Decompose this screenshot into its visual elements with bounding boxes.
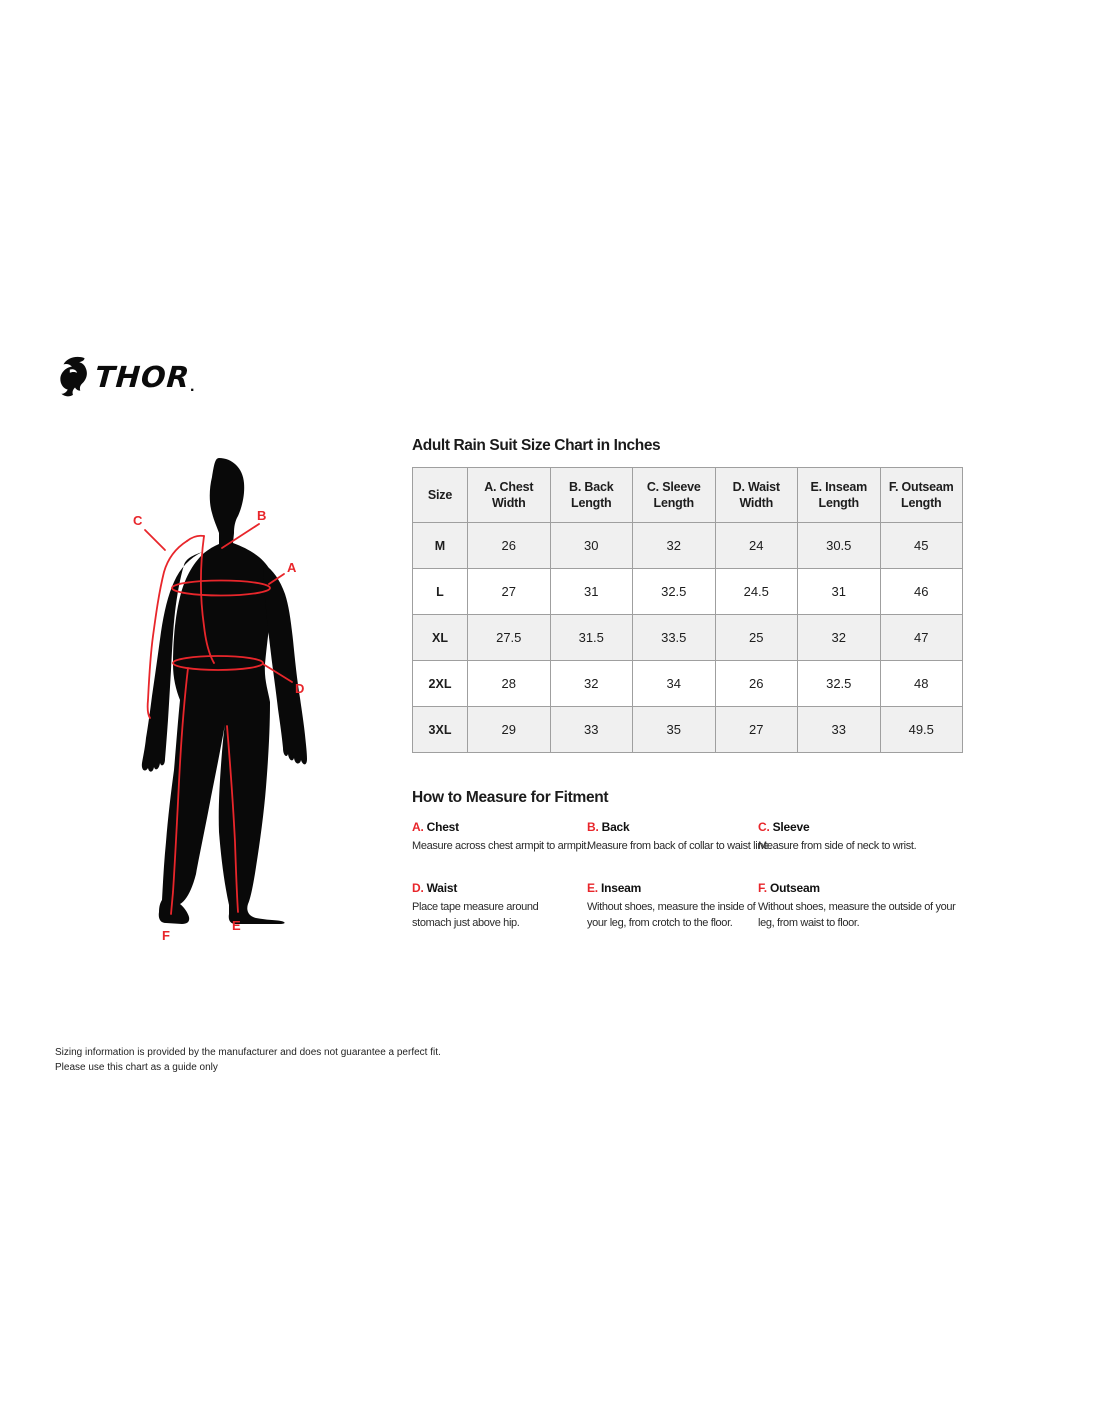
measure-text: Without shoes, measure the inside of your leg, from crotch to the floor. xyxy=(587,901,756,929)
measure-text: Measure across chest armpit to armpit. xyxy=(412,840,589,852)
measure-name: Chest xyxy=(426,820,459,834)
size-cell: 3XL xyxy=(413,707,468,753)
value-cell: 24 xyxy=(715,523,798,569)
measure-name: Back xyxy=(601,820,630,834)
measure-name: Inseam xyxy=(600,881,642,896)
value-cell: 33 xyxy=(550,707,633,753)
disclaimer-line-2: Please use this chart as a guide only xyxy=(55,1062,218,1073)
col-header-size: Size xyxy=(413,468,468,523)
pointer-c xyxy=(145,530,165,550)
value-cell: 30 xyxy=(550,523,633,569)
table-row xyxy=(413,569,963,615)
label-e: E xyxy=(232,918,241,933)
size-cell: XL xyxy=(413,615,468,661)
label-a: A xyxy=(287,560,297,575)
measure-letter: A. xyxy=(412,820,424,834)
measure-item-back xyxy=(587,820,772,854)
value-cell: 47 xyxy=(880,615,963,661)
value-cell: 32.5 xyxy=(798,661,881,707)
col-header-sleeve: C. Sleeve Length xyxy=(633,468,716,523)
measure-text: Place tape measure around stomach just above hip. xyxy=(412,901,539,929)
table-row xyxy=(413,523,963,569)
measure-item-label xyxy=(587,881,758,895)
value-cell: 31 xyxy=(550,569,633,615)
measurement-figure xyxy=(118,452,418,972)
size-cell: L xyxy=(413,569,468,615)
measure-letter: E. xyxy=(587,881,598,896)
table-row xyxy=(413,661,963,707)
value-cell: 32.5 xyxy=(633,569,716,615)
col-header-chest: A. Chest Width xyxy=(468,468,551,523)
value-cell: 49.5 xyxy=(880,707,963,753)
how-to-measure-grid xyxy=(412,820,972,931)
value-cell: 26 xyxy=(468,523,551,569)
value-cell: 25 xyxy=(715,615,798,661)
value-cell: 32 xyxy=(633,523,716,569)
size-chart-table xyxy=(412,467,963,753)
col-header-waist: D. Waist Width xyxy=(715,468,798,523)
body-silhouette xyxy=(159,458,285,924)
thor-goat-icon xyxy=(55,356,93,398)
value-cell: 27 xyxy=(468,569,551,615)
collar-line xyxy=(187,536,204,541)
measure-item-sleeve xyxy=(758,820,968,854)
value-cell: 32 xyxy=(798,615,881,661)
measure-text: Without shoes, measure the outside of your leg, from waist to floor. xyxy=(758,901,956,929)
disclaimer-line-1: Sizing information is provided by the manufacturer and does not guarantee a perfect fit. xyxy=(55,1047,441,1058)
sizing-disclaimer xyxy=(55,1045,441,1075)
value-cell: 48 xyxy=(880,661,963,707)
value-cell: 27 xyxy=(715,707,798,753)
measure-item-label xyxy=(412,820,587,834)
measure-item-inseam xyxy=(587,881,758,931)
measure-item-label xyxy=(587,820,758,834)
measure-item-label xyxy=(758,820,968,834)
how-to-measure-title: How to Measure for Fitment xyxy=(412,789,609,806)
value-cell: 29 xyxy=(468,707,551,753)
table-row xyxy=(413,707,963,753)
value-cell: 35 xyxy=(633,707,716,753)
measure-letter: B. xyxy=(587,820,599,834)
measure-item-label xyxy=(758,881,968,895)
label-d: D xyxy=(295,681,305,696)
label-f: F xyxy=(162,928,170,943)
measure-text: Measure from side of neck to wrist. xyxy=(758,840,917,852)
label-c: C xyxy=(133,513,143,528)
logo-wordmark: THOR xyxy=(93,359,192,394)
measure-item-chest xyxy=(412,820,587,854)
measure-letter: F. xyxy=(758,881,767,896)
size-cell: 2XL xyxy=(413,661,468,707)
measure-name: Waist xyxy=(426,881,458,896)
logo-period-mark: . xyxy=(190,378,195,395)
value-cell: 45 xyxy=(880,523,963,569)
measure-text: Measure from back of collar to waist line. xyxy=(587,840,772,852)
col-header-outseam: F. Outseam Length xyxy=(880,468,963,523)
value-cell: 46 xyxy=(880,569,963,615)
measure-item-outseam xyxy=(758,881,968,931)
value-cell: 30.5 xyxy=(798,523,881,569)
value-cell: 33 xyxy=(798,707,881,753)
measure-item-waist xyxy=(412,881,587,931)
right-arm-silhouette xyxy=(264,564,307,764)
value-cell: 26 xyxy=(715,661,798,707)
measure-name: Outseam xyxy=(769,881,820,896)
value-cell: 27.5 xyxy=(468,615,551,661)
measure-item-label xyxy=(412,881,587,895)
value-cell: 31 xyxy=(798,569,881,615)
thor-logo xyxy=(55,356,195,398)
measure-name: Sleeve xyxy=(772,820,810,834)
value-cell: 28 xyxy=(468,661,551,707)
col-header-back: B. Back Length xyxy=(550,468,633,523)
size-chart-title: Adult Rain Suit Size Chart in Inches xyxy=(412,437,661,454)
measure-letter: D. xyxy=(412,881,424,896)
value-cell: 31.5 xyxy=(550,615,633,661)
value-cell: 24.5 xyxy=(715,569,798,615)
table-header-row xyxy=(413,468,963,523)
col-header-inseam: E. Inseam Length xyxy=(798,468,881,523)
value-cell: 32 xyxy=(550,661,633,707)
table-row xyxy=(413,615,963,661)
size-cell: M xyxy=(413,523,468,569)
label-b: B xyxy=(257,508,267,523)
value-cell: 33.5 xyxy=(633,615,716,661)
value-cell: 34 xyxy=(633,661,716,707)
measure-letter: C. xyxy=(758,820,770,834)
